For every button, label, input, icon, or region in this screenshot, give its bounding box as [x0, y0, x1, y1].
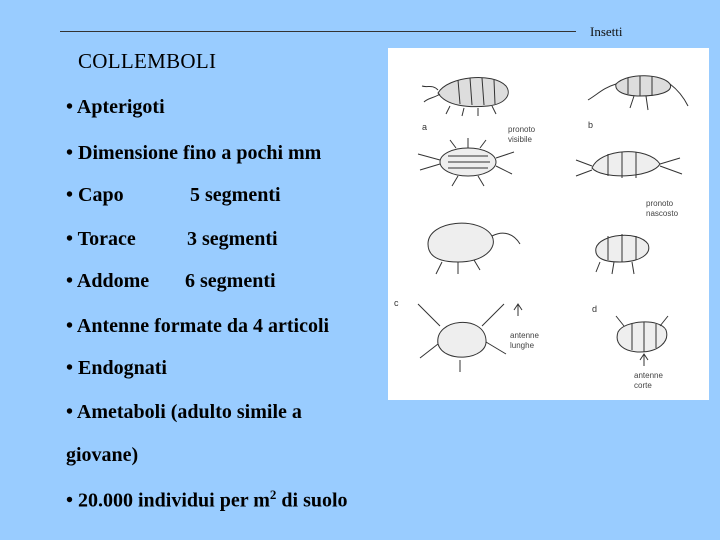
bullet-capo [66, 184, 281, 207]
bullet-addome [66, 270, 276, 293]
bullet-addome-label: • Addome [66, 270, 150, 292]
label-a: a [422, 122, 428, 132]
bullet-densita-sup: 2 [269, 487, 277, 502]
springtail-d-dorsal [616, 316, 668, 352]
bullet-dimensione: • Dimensione fino a pochi mm [66, 142, 322, 164]
bullet-densita-suffix: di suolo [276, 489, 348, 512]
springtail-c-globular [428, 223, 520, 274]
antenne-corte-line2: corte [634, 381, 652, 390]
pronoto-visibile-line2: visibile [508, 135, 533, 144]
antenne-corte-line1: antenne [634, 371, 663, 380]
bullet-endognati: • Endognati [66, 357, 167, 379]
label-c: c [394, 298, 399, 308]
bullet-capo-label: • Capo [66, 184, 124, 206]
springtail-b-side [588, 76, 688, 110]
bullet-densita-text: • 20.000 individui per m [66, 489, 270, 512]
bullet-densita [66, 487, 348, 513]
pronoto-nascosto-line1: pronoto [646, 199, 674, 208]
header-rule [60, 31, 576, 32]
springtail-a-dorsal [418, 138, 514, 186]
springtail-c-dorsal [418, 304, 506, 372]
bullet-ametaboli: • Ametaboli (adulto simile a [66, 401, 302, 423]
bullet-apterigoti: • Apterigoti [66, 96, 165, 118]
arrow-antenne-lunghe [514, 304, 522, 316]
label-b: b [588, 120, 594, 130]
antenne-lunghe-line1: antenne [510, 331, 539, 340]
collembola-figure [388, 48, 709, 400]
bullet-addome-value: 6 segmenti [185, 270, 276, 292]
springtail-b-dorsal [576, 152, 682, 178]
springtail-d-globular [596, 234, 649, 274]
slide-title: COLLEMBOLI [78, 49, 217, 73]
bullet-torace-value: 3 segmenti [187, 228, 278, 250]
section-label: Insetti [590, 24, 623, 39]
label-d: d [592, 304, 598, 314]
pronoto-nascosto-line2: nascosto [646, 209, 679, 218]
antenne-lunghe-line2: lunghe [510, 341, 535, 350]
bullet-torace [66, 228, 278, 251]
collembola-illustration [388, 48, 709, 400]
bullet-capo-value: 5 segmenti [190, 184, 281, 206]
pronoto-visibile-line1: pronoto [508, 125, 536, 134]
bullet-antenne: • Antenne formate da 4 articoli [66, 315, 330, 337]
bullet-ametaboli-cont: giovane) [66, 444, 139, 466]
springtail-a-side [422, 78, 508, 116]
bullet-torace-label: • Torace [66, 228, 136, 250]
arrow-antenne-corte [640, 354, 648, 366]
